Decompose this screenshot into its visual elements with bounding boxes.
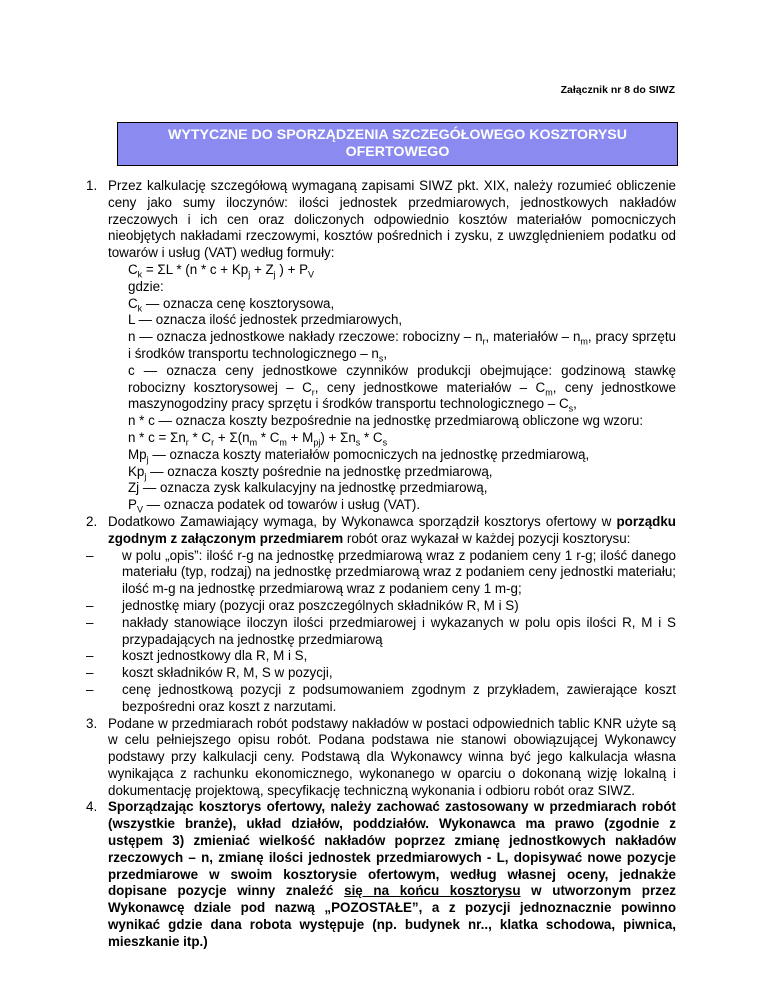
definition-ck: $C_k$ — oznacza cenę kosztorysowa, bbox=[128, 295, 335, 314]
where-label: gdzie: bbox=[128, 278, 164, 294]
definition-kpj: $Kp_j$ — oznacza koszty pośrednie na jednostkę przedmiarową, bbox=[128, 463, 493, 482]
section-4-number: 4. bbox=[86, 799, 98, 815]
title-banner bbox=[117, 122, 678, 166]
list-item: – koszt jednostkowy dla R, M i S, bbox=[86, 648, 308, 664]
definition-pv: $P_V$ — oznacza podatek od towarów i usług (VAT). bbox=[128, 497, 421, 515]
section-2 bbox=[86, 514, 676, 548]
section-3 bbox=[86, 716, 676, 800]
section-1 bbox=[86, 178, 676, 514]
section-4 bbox=[86, 799, 676, 950]
definition-c: c — oznacza ceny jednostkowe czynników produkcji obejmujące: godzinową stawkę robocizny kosztorysowej – $C_r$, ceny jednostkowe materiałów – $C_m$, ceny jednostkowe maszynogodziny pracy sprzętu i środków transportu technologicznego – $C_s$, bbox=[128, 362, 676, 415]
section-3-text: Podane w przedmiarach robót podstawy nakładów w postaci odpowiednich tablic KNR użyte są w celu pełniejszego opisu robót. Podana podstawa nie stanowi obowiązującej Wykonawcy podstawy przy kalkulacji ceny. Podstawą dla Wykonawcy winna być jego kalkulacja własna wynikająca z rachunku ekonomicznego, wykonanego w oparciu o dokonaną wizję lokalną i dokumentację projektową, specyfikację techniczną wykonania i odbioru robót oraz SIWZ. bbox=[108, 715, 676, 798]
list-item: – w polu „opis”: ilość r-g na jednostkę przedmiarową wraz z podaniem ceny 1 r-g; ilość danego materiału (typ, rodzaj) na jednostkę przedmiarową wraz z podaniem ceny jednostki materiału; ilość m-g na jednostkę przedmiarową wraz z podaniem ceny 1 m-g; bbox=[86, 547, 676, 597]
definition-mpj: $Mp_j$ — oznacza koszty materiałów pomocniczych na jednostkę przedmiarową, bbox=[128, 446, 590, 465]
formula-nc: $n * c = \Sigma n_r * C_r + \Sigma(n_m * C_m + M_{pj}) + \Sigma n_s * C_s$ bbox=[128, 429, 388, 448]
definition-n: n — oznacza jednostkowe nakłady rzeczowe: robocizny – $n_r$, materiałów – $n_m$, pracy sprzętu i środków transportu technologicznego – $n_s$, bbox=[128, 329, 676, 364]
dash-bullet: – bbox=[86, 665, 94, 681]
title-line-2: OFERTOWEGO bbox=[345, 144, 450, 160]
section-2-text: Dodatkowo Zamawiający wymaga, by Wykonawca sporządził kosztorys ofertowy w porządku zgodnym z załączonym przedmiarem robót oraz wykazał w każdej pozycji kosztorysu: bbox=[108, 513, 676, 546]
dash-bullet: – bbox=[86, 547, 94, 563]
section-1-intro: Przez kalkulację szczegółową wymaganą zapisami SIWZ pkt. XIX, należy rozumieć obliczenie ceny jako sumy iloczynów: ilości jednostek przedmiarowych, jednostkowych nakładów rzeczowych i ich cen oraz doliczonych odpowiednio kosztów materiałów pomocniczych nieobjętych nakładami rzeczowymi, kosztów pośrednich i zysku, z uwzględnieniem podatku od towarów i usług (VAT) według formuły: bbox=[108, 178, 676, 261]
list-item: – cenę jednostkową pozycji z podsumowaniem zgodnym z przykładem, zawierające koszt bezpośredni oraz koszt z narzutami. bbox=[86, 681, 676, 714]
list-item: – koszt składników R, M, S w pozycji, bbox=[86, 665, 333, 681]
dash-bullet: – bbox=[86, 648, 94, 664]
section-1-number: 1. bbox=[86, 178, 98, 193]
section-4-text: Sporządzając kosztorys ofertowy, należy zachować zastosowany w przedmiarach robót (wszystkie branże), układ działów, poddziałów. Wykonawca ma prawo (zgodnie z ustępem 3) zmieniać wielkość nakładów poprzez zmianę jednostkowych nakładów rzeczowych – n, zmianę ilości jednostek przedmiarowych - L, dopisywać nowe pozycje przedmiarowe w swoim kosztorysie ofertowym, według własnej oceny, jednakże dopisane pozycje winny znaleźć się na końcu kosztorysu w utworzonym przez Wykonawcę dziale pod nazwą „POZOSTAŁE”, a z pozycji jednoznacznie powinno wynikać gdzie dana robota występuje (np. budynek nr.., klatka schodowa, piwnica, mieszkanie itp.) bbox=[108, 799, 677, 949]
title-line-1: WYTYCZNE DO SPORZĄDZENIA SZCZEGÓŁOWEGO KOSZTORYSU bbox=[167, 127, 627, 143]
dash-bullet: – bbox=[86, 681, 94, 697]
formula-main: $C_k = \Sigma L * (n * c + Kp_j + Z_j$ ) + $P_V$ bbox=[128, 261, 315, 280]
document-body bbox=[86, 178, 676, 951]
list-item: – jednostkę miary (pozycji oraz poszczególnych składników R, M i S) bbox=[86, 597, 519, 613]
section-3-number: 3. bbox=[86, 715, 98, 731]
section-2-number: 2. bbox=[86, 513, 98, 529]
attachment-label: Załącznik nr 8 do SIWZ bbox=[560, 84, 675, 96]
dash-bullet: – bbox=[86, 614, 94, 630]
list-item: – nakłady stanowiące iloczyn ilości przedmiarowej i wykazanych w polu opis ilości R, M i S przypadających na jednostkę przedmiarową bbox=[86, 614, 676, 647]
page-title bbox=[168, 127, 627, 161]
definition-zj: Zj — oznacza zysk kalkulacyjny na jednostkę przedmiarową, bbox=[128, 480, 488, 496]
dash-bullet: – bbox=[86, 597, 94, 613]
definition-l: L — oznacza ilość jednostek przedmiarowych, bbox=[128, 312, 403, 328]
definition-nc: n * c — oznacza koszty bezpośrednie na jednostkę przedmiarową obliczone wg wzoru: bbox=[128, 413, 644, 429]
